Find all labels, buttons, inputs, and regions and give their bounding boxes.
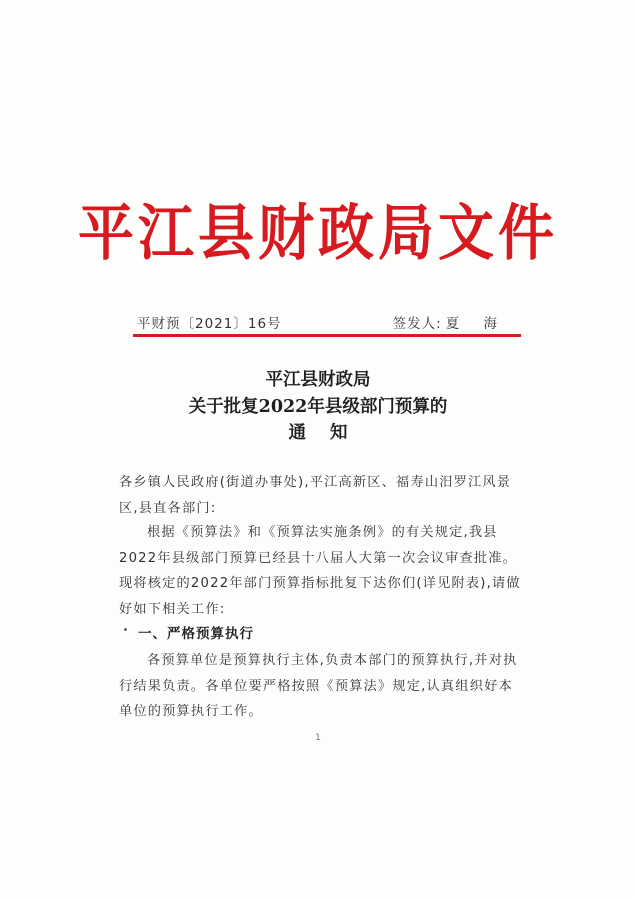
notice-title-line-3: 通知 (288, 423, 372, 443)
signer-block (393, 312, 507, 332)
body-paragraph-1: 根据《预算法》和《预算法实施条例》的有关规定,我县2022年县级部门预算已经县十八届人大第一次会议审查批准。现将核定的2022年部门预算指标批复下达你们(详见附表),请做好如下相关工作: (119, 525, 521, 617)
document-number: 平财预〔2021〕16号 (137, 316, 282, 332)
signer-label: 签发人: (392, 316, 442, 332)
body-paragraph-2: 各预算单位是预算执行主体,负责本部门的预算执行,并对执行结果负责。各单位要严格按照《预算法》规定,认真组织好本单位的预算执行工作。 (119, 653, 518, 719)
addressee-paragraph: 各乡镇人民政府(街道办事处),平江高新区、福寿山汨罗江风景区,县直各部门: (119, 475, 512, 516)
section-heading-1: 一、严格预算执行 (138, 626, 254, 642)
notice-title-line-1: 平江县财政局 (265, 370, 371, 390)
red-header-title: 平江县财政局文件 (78, 197, 558, 269)
notice-title-line-2: 关于批复2022年县级部门预算的 (188, 397, 448, 417)
margin-mark (124, 628, 127, 631)
signer-name: 夏 海 (445, 316, 507, 332)
red-divider-line (133, 334, 521, 337)
page-number: 1 (315, 733, 321, 743)
